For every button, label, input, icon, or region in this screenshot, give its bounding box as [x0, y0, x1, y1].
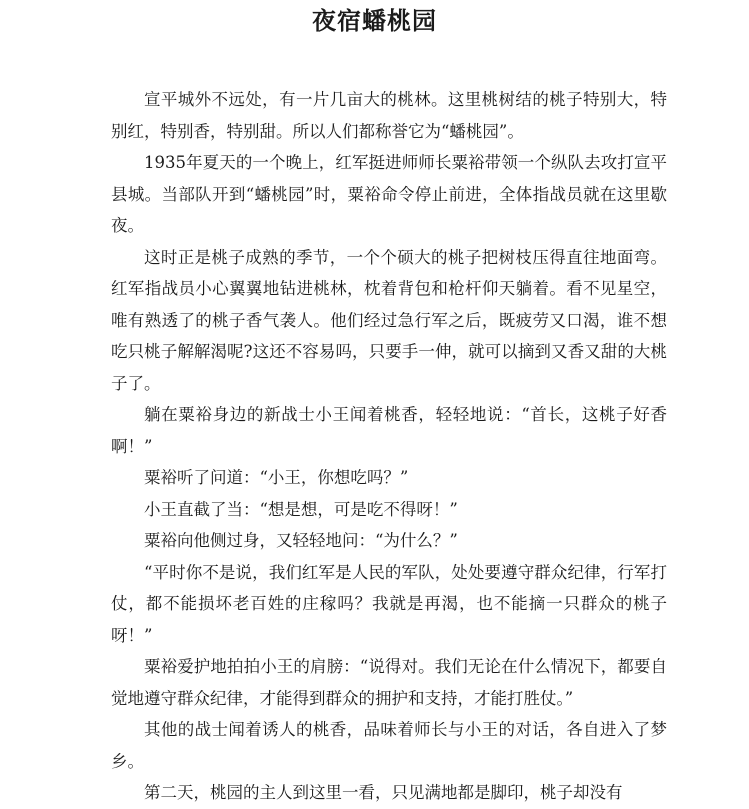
paragraph-5: 粟裕听了问道：“小王，你想吃吗？”	[144, 468, 409, 487]
paragraph-1: 宣平城外不远处，有一片几亩大的桃林。这里桃树结的桃子特别大，特别红，特别香，特别甜。所以人们都称誉它为“蟠桃园”。	[111, 90, 667, 141]
paragraph-2: 1935年夏天的一个晚上，红军挺进师师长粟裕带领一个纵队去攻打宣平县城。当部队开到“蟠桃园”时，粟裕命令停止前进，全体指战员就在这里歇夜。	[111, 153, 667, 235]
document-body	[111, 84, 667, 809]
paragraph-7: 粟裕向他侧过身，又轻轻地问：“为什么？”	[144, 531, 458, 550]
paragraph-10: 其他的战士闻着诱人的桃香，品味着师长与小王的对话，各自进入了梦乡。	[111, 720, 667, 771]
paragraph-8: “平时你不是说，我们红军是人民的军队，处处要遵守群众纪律，行军打仗，都不能损坏老百姓的庄稼吗？我就是再渴，也不能摘一只群众的桃子呀！”	[111, 562, 667, 645]
paragraph-9: 粟裕爱护地拍拍小王的肩膀：“说得对。我们无论在什么情况下，都要自觉地遵守群众纪律，才能得到群众的拥护和支持，才能打胜仗。”	[111, 657, 667, 708]
paragraph-11: 第二天，桃园的主人到这里一看，只见满地都是脚印，桃子却没有	[144, 783, 623, 802]
paragraph-6: 小王直截了当：“想是想，可是吃不得呀！”	[144, 499, 458, 519]
document-title: 夜宿蟠桃园	[312, 6, 437, 35]
paragraph-4: 躺在粟裕身边的新战士小王闻着桃香，轻轻地说：“首长，这桃子好香啊！”	[111, 405, 667, 456]
paragraph-3: 这时正是桃子成熟的季节，一个个硕大的桃子把树枝压得直往地面弯。红军指战员小心翼翼地钻进桃林，枕着背包和枪杆仰天躺着。看不见星空，唯有熟透了的桃子香气袭人。他们经过急行军之后，既疲劳又口渴，谁不想吃只桃子解解渴呢?这还不容易吗，只要手一伸，就可以摘到又香又甜的大桃子了。	[111, 247, 667, 393]
